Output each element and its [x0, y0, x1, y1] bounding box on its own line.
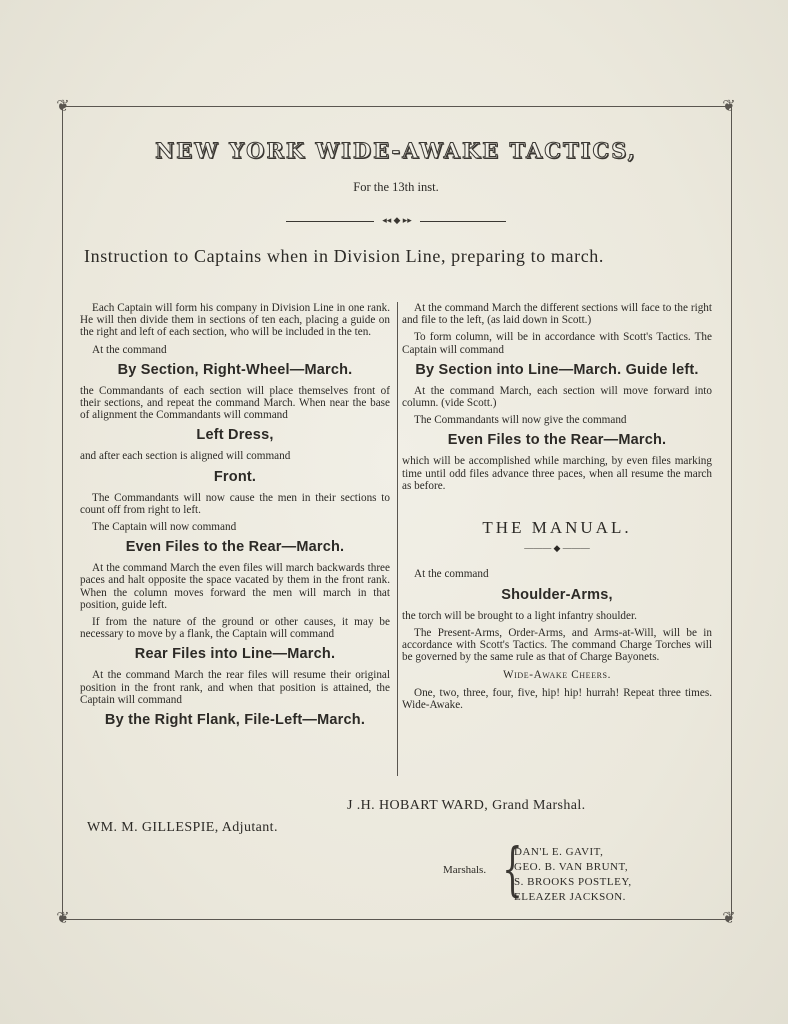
command-heading: Even Files to the Rear—March.	[125, 539, 345, 556]
left-column	[80, 302, 390, 735]
flourish-ornament-icon: ——— ◆ ———	[524, 543, 590, 554]
command-heading: Shoulder-Arms,	[501, 586, 613, 603]
paragraph: the Commandants of each section will place themselves front of their sections, and repeat the command March. When near the base of alignment the Commandants will command	[80, 384, 390, 422]
marshal-name: DAN'L E. GAVIT,	[514, 846, 604, 858]
paragraph: The Present-Arms, Order-Arms, and Arms-at-Will, will be in accordance with Scott's Tactics. The command Charge Torches will be governed by the same rule as that of Charge Bayonets.	[402, 626, 712, 664]
paragraph: At the command	[92, 343, 167, 356]
marshal-name: ELEAZER JACKSON.	[514, 891, 626, 903]
command-heading: Even Files to the Rear—March.	[447, 432, 667, 449]
paragraph: Each Captain will form his company in Division Line in one rank. He will then divide them in sections of ten each, placing a guide on the right and left of each section, who will be included in the ten.	[80, 302, 390, 339]
paragraph: At the command March the even files will march backwards three paces and halt opposite the space vacated by them in the front rank. When the column moves forward the men will march in that position, guide left.	[80, 562, 390, 611]
paragraph: The Commandants will now give the command	[414, 414, 627, 427]
paragraph: the torch will be brought to a light infantry shoulder.	[402, 609, 637, 622]
paragraph: which will be accomplished while marching, by even files marking time until odd files advance three paces, when all resume the march as before.	[402, 455, 712, 492]
corner-ornament-icon: ❦	[56, 98, 70, 115]
document-subtitle: For the 13th inst.	[353, 180, 439, 194]
manual-heading: THE MANUAL.	[482, 518, 632, 538]
paragraph: The Captain will now command	[92, 521, 237, 534]
command-heading: Rear Files into Line—March.	[134, 646, 336, 663]
paragraph: At the command March, each section will move forward into column. (vide Scott.)	[402, 384, 712, 410]
column-divider	[397, 302, 398, 776]
divider-rule-right	[420, 221, 506, 222]
grand-marshal-signature: J .H. HOBART WARD, Grand Marshal.	[347, 798, 586, 813]
marshal-name: GEO. B. VAN BRUNT,	[514, 861, 629, 873]
command-heading: Left Dress,	[196, 427, 274, 444]
paragraph: At the command	[414, 568, 489, 581]
paragraph: At the command March the rear files will resume their original position in the front rank, and when that position is attained, the Captain will command	[80, 669, 390, 706]
paragraph: At the command March the different sections will face to the right and file to the left, (as laid down in Scott.)	[402, 302, 712, 327]
cheers-heading: Wide-Awake Cheers.	[503, 669, 611, 682]
section-heading: Instruction to Captains when in Division Line, preparing to march.	[84, 246, 605, 266]
right-column	[402, 302, 712, 716]
paragraph: If from the nature of the ground or other causes, it may be necessary to move by a flank, the Captain will command	[80, 616, 390, 641]
marshals-list	[514, 845, 632, 905]
corner-ornament-icon: ❦	[722, 910, 736, 927]
command-heading: By Section into Line—March. Guide left.	[415, 361, 699, 378]
command-heading: Front.	[213, 468, 257, 485]
corner-ornament-icon: ❦	[722, 98, 736, 115]
paragraph: The Commandants will now cause the men in their sections to count off from right to left.	[80, 491, 390, 516]
corner-ornament-icon: ❦	[56, 910, 70, 927]
document-title: NEW YORK WIDE-AWAKE TACTICS,	[155, 138, 637, 163]
command-heading: By Section, Right-Wheel—March.	[117, 361, 353, 378]
flourish-ornament-icon: ◂◂ ◆ ▸▸	[382, 215, 412, 225]
brace-icon: {	[502, 835, 523, 903]
marshals-label: Marshals.	[443, 864, 487, 876]
paragraph: and after each section is aligned will command	[80, 450, 291, 463]
marshal-name: S. BROOKS POSTLEY,	[514, 876, 632, 888]
divider-rule-left	[286, 221, 374, 222]
paragraph: One, two, three, four, five, hip! hip! hurrah! Repeat three times. Wide-Awake.	[402, 686, 712, 711]
command-heading: By the Right Flank, File-Left—March.	[104, 712, 366, 729]
adjutant-signature: WM. M. GILLESPIE, Adjutant.	[87, 820, 278, 835]
paragraph: To form column, will be in accordance with Scott's Tactics. The Captain will command	[402, 331, 712, 356]
